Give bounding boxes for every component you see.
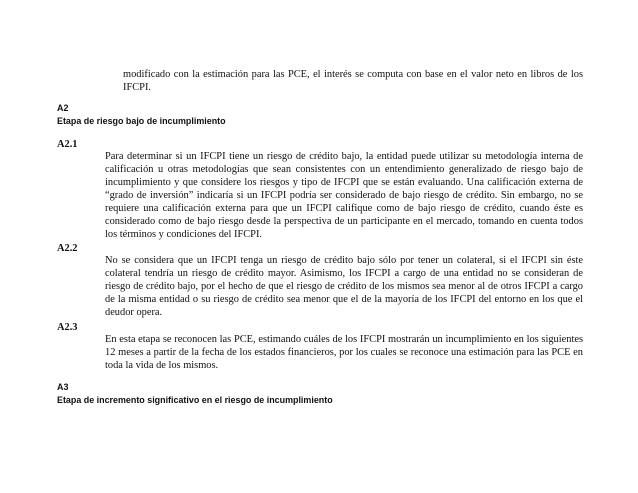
continuation-paragraph: modificado con la estimación para las PCE, el interés se computa con base en el valor neto en libros de los IFCPI. (123, 69, 583, 93)
section-a3-id: A3 (57, 382, 69, 393)
subsection-a2-1-text: Para determinar si un IFCPI tiene un riesgo de crédito bajo, la entidad puede utilizar su metodología interna de calificación u otras metodologías que sean consistentes con un entendimiento generalizado de riesgo bajo de incumplimiento y que considere los riesgos y tipo de IFCPI que se están evaluando. Una calificación externa de “grado de inversión” indicaría si un IFCPI podría ser considerado de bajo riesgo de crédito. Sin embargo, no se requiere una calificación externa para que un IFCPI califique como de bajo riesgo de crédito, cuando éste es considerado como de bajo riesgo desde la perspectiva de un participante en el mercado, tomando en cuenta todos los términos y condiciones del IFCPI. (105, 151, 583, 240)
subsection-a2-2-id: A2.2 (57, 243, 78, 254)
subsection-a2-3-text: En esta etapa se reconocen las PCE, estimando cuáles de los IFCPI mostrarán un incumplimiento en los siguientes 12 meses a partir de la fecha de los estados financieros, por los cuales se reconoce una estimación para las PCE en toda la vida de los mismos. (105, 334, 583, 371)
section-a2-title: Etapa de riesgo bajo de incumplimiento (57, 116, 226, 127)
subsection-a2-2-text: No se considera que un IFCPI tenga un riesgo de crédito bajo sólo por tener un colateral, si el IFCPI sin éste colateral tendría un riesgo de crédito mayor. Asimismo, los IFCPI a cargo de una entidad no se consideran de riesgo de crédito bajo, por el hecho de que el riesgo de crédito de los mismos sea menor al de otros IFCPI a cargo de la misma entidad o su riesgo de crédito sea menor que el de la mayoría de los IFCPI del entorno en los que el deudor opera. (105, 255, 583, 318)
section-a3-title: Etapa de incremento significativo en el riesgo de incumplimiento (57, 395, 333, 406)
subsection-a2-1-id: A2.1 (57, 139, 78, 150)
subsection-a2-3-id: A2.3 (57, 322, 78, 333)
section-a2-id: A2 (57, 103, 69, 114)
